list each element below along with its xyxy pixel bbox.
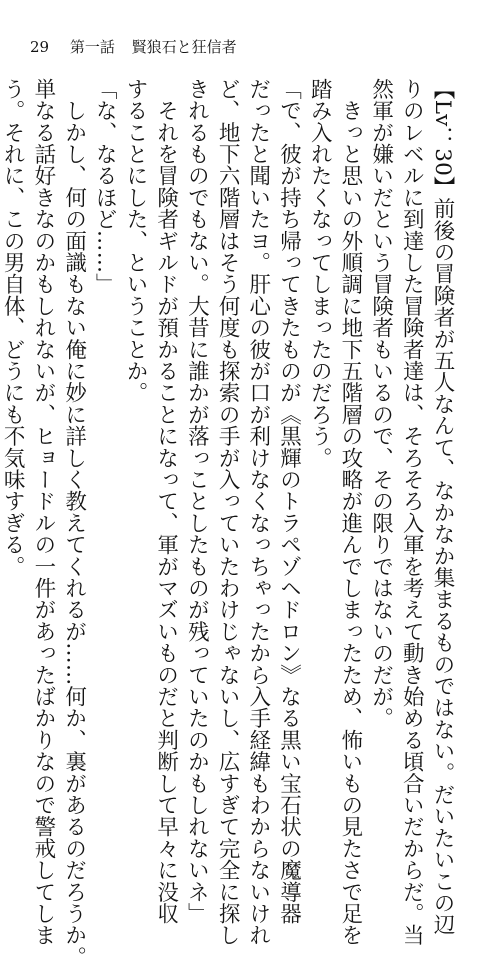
running-header (30, 36, 237, 58)
text-line: 単なる話好きなのかもしれないが、ヒョードルの一件があったばかりなので警戒してしま (30, 78, 56, 946)
chapter-title: 賢狼石と狂信者 (131, 38, 237, 56)
text-line: しかし、何の面識もない俺に妙に詳しく教えてくれるが……何か、裏があるのだろうか。 (61, 78, 87, 968)
text-line: う。それに、この男自体、どうにも不気味すぎる。 (0, 78, 26, 578)
vertical-body-text (0, 78, 457, 968)
text-line: 「な、なるほど……」 (92, 78, 118, 295)
page-number: 29 (30, 38, 50, 56)
text-line: それを冒険者ギルドが預かることになって、軍がマズいものだと判断して早々に没収 (153, 78, 179, 925)
text-line: 然軍が嫌いだという冒険者もいるので、その限りではないのだが。 (368, 78, 394, 729)
text-line: きっと思いの外順調に地下五階層の攻略が進んでしまったため、怖いもの見たさで足を (337, 78, 363, 946)
text-line: 踏み入れたくなってしまったのだろう。 (307, 78, 333, 469)
text-line: りのレベルに到達した冒険者達は、そろそろ入軍を考えて動き始める頃合いだからだ。当 (399, 78, 425, 946)
text-line: だったと聞いたヨ。肝心の彼が口が利けなくなっちゃったから入手経緯もわからないけれ (245, 78, 271, 946)
text-line: することにした、ということか。 (122, 78, 148, 404)
text-line: ど、地下六階層はそう何度も探索の手が入っていたわけじゃないし、広すぎて完全に探し (215, 78, 241, 946)
chapter-label: 第一話 (69, 38, 115, 56)
text-line: 「で、彼が持ち帰ってきたものが《黒輝のトラペゾヘドロン》なる黒い宝石状の魔導器 (276, 78, 302, 925)
text-line: きれるものでもない。大昔に誰かが落っことしたものが残っていたのかもしれないネ」 (184, 78, 210, 925)
text-line: 【Lv：30】前後の冒険者が五人なんて、なかなか集まるものではない。だいたいこの辺 (430, 78, 455, 936)
